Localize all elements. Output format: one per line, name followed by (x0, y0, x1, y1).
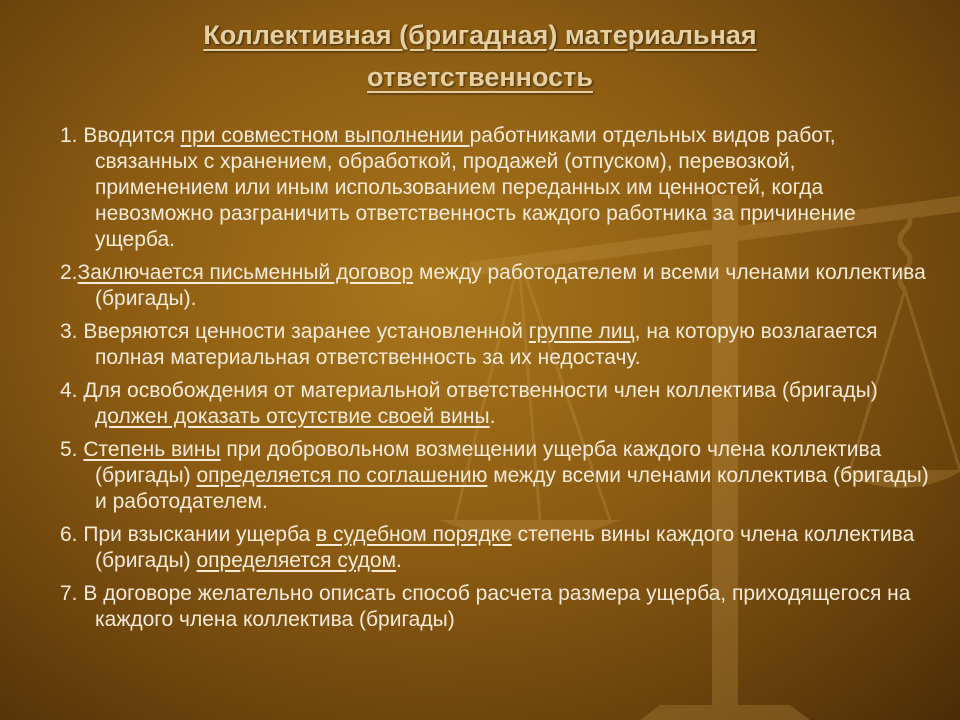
item-text: работниками отдельных видов работ, связанных с хранением, обработкой, продажей (отпуском), перевозкой, применением или иным использованием переданных им ценностей, когда невозможно разграничить ответственность каждого работника за причинение ущерба. (95, 124, 856, 251)
emphasized-text: должен доказать отсутствие своей вины (95, 405, 490, 428)
list-item (60, 378, 930, 430)
list-item (60, 260, 930, 312)
emphasized-text: Степень вины (83, 438, 221, 461)
item-text: между работодателем и всеми членами коллектива (бригады). (95, 261, 926, 310)
title-line-2: ответственность (367, 62, 593, 92)
list-item (60, 437, 930, 515)
list-item (60, 123, 930, 253)
item-text: между всеми членами коллектива (бригады) и работодателем. (95, 464, 929, 513)
page-title (60, 14, 900, 98)
item-text: степень вины каждого члена коллектива (бригады) (95, 523, 915, 572)
emphasized-text: Заключается письменный договор (77, 261, 414, 284)
item-text: . (396, 549, 402, 572)
item-text: при добровольном возмещении ущерба каждого члена коллектива (бригады) (95, 438, 882, 487)
list-item (60, 319, 930, 371)
item-text: 3. Вверяются ценности заранее установленной (60, 320, 529, 343)
emphasized-text: при совместном выполнении (180, 124, 470, 147)
item-text: 5. (60, 438, 84, 461)
emphasized-text: определяется по соглашению (196, 464, 488, 487)
emphasized-text: определяется судом (196, 549, 397, 572)
content-list (60, 123, 930, 640)
list-item (60, 522, 930, 574)
item-text: 1. Вводится (60, 124, 181, 147)
item-text: 7. В договоре желательно описать способ расчета размера ущерба, приходящегося на каждого члена коллектива (бригады) (60, 582, 911, 631)
emphasized-text: группе лиц (528, 320, 635, 343)
item-text: 2. (60, 261, 78, 284)
item-text: 6. При взыскании ущерба (60, 523, 317, 546)
list-item (60, 581, 930, 633)
title-line-1: Коллективная (бригадная) материальная (203, 20, 757, 50)
item-text: , на которую возлагается полная материальная ответственность за их недостачу. (95, 320, 878, 369)
emphasized-text: в судебном порядке (316, 523, 512, 546)
item-text: 4. Для освобождения от материальной ответственности член коллектива (бригады) (60, 379, 878, 402)
item-text: . (489, 405, 496, 428)
